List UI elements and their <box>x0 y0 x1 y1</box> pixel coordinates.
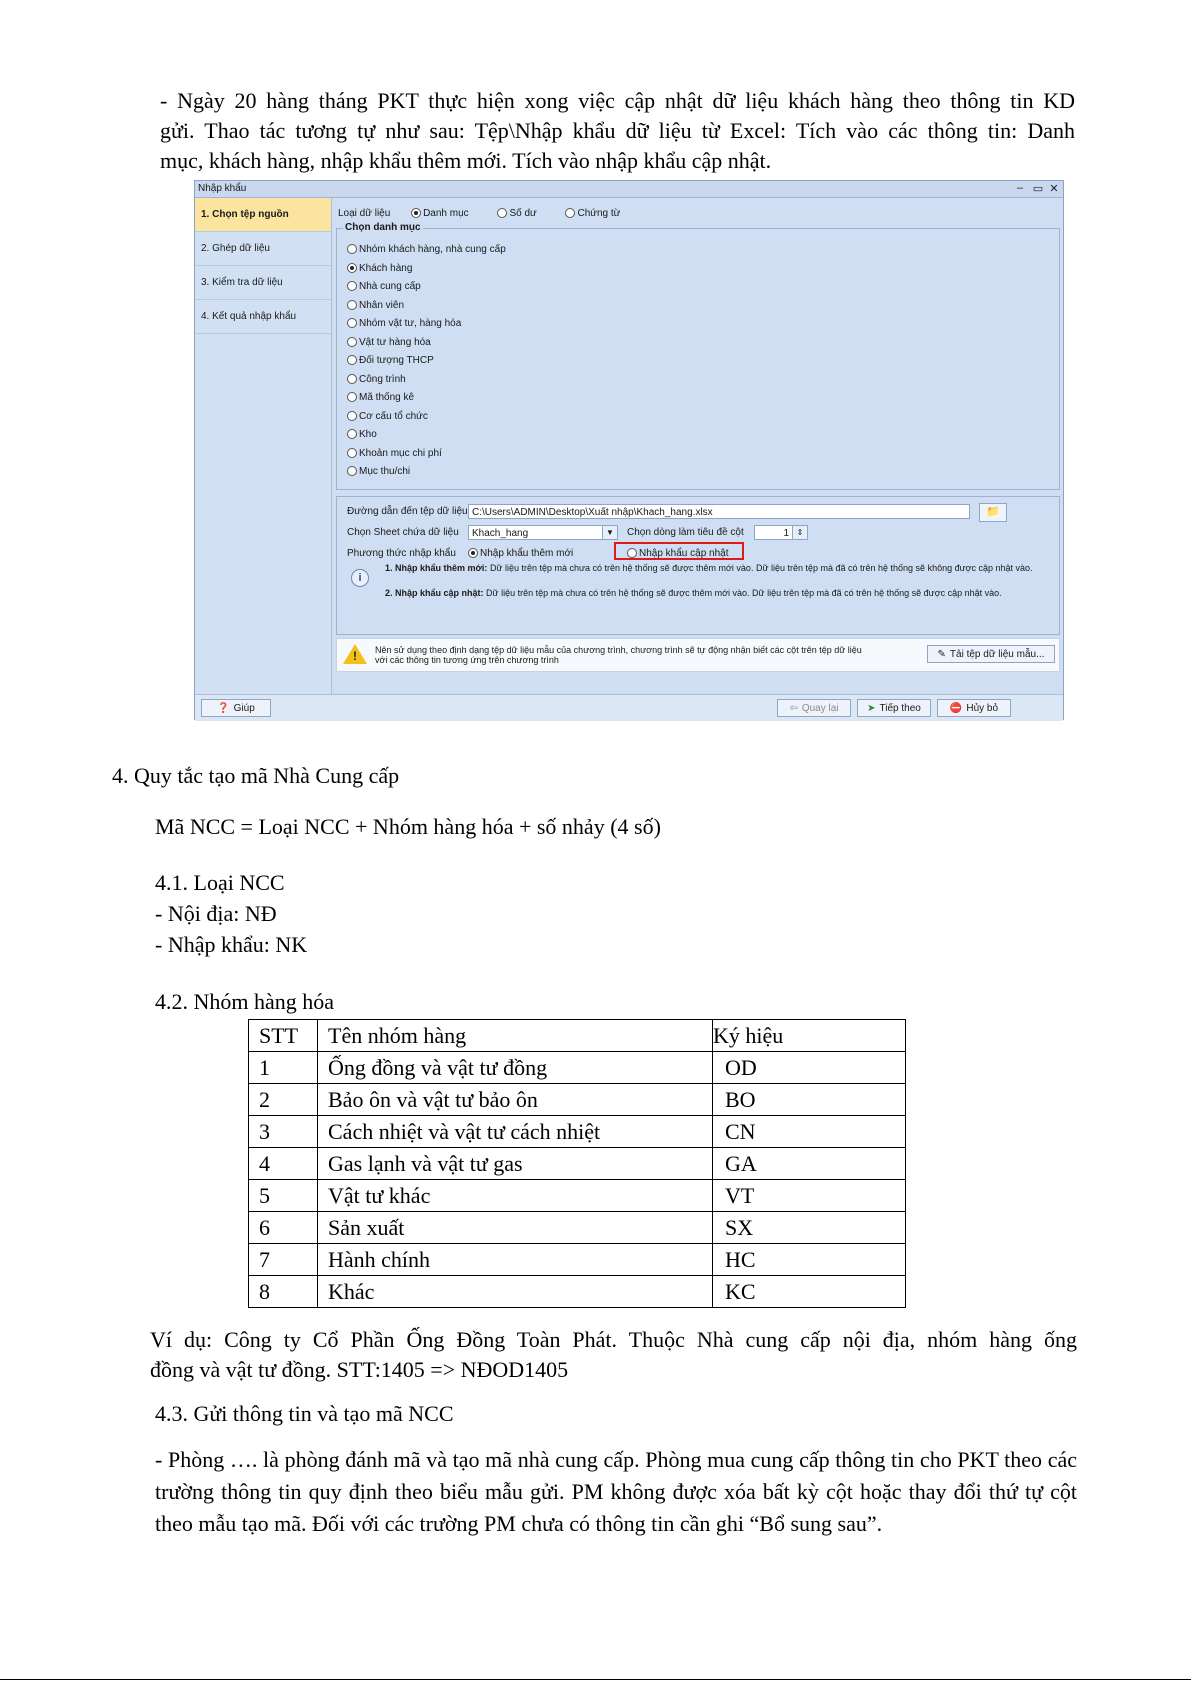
sheet-label: Chọn Sheet chứa dữ liệu <box>347 527 459 538</box>
table-cell-stt: 8 <box>249 1276 318 1308</box>
warning-bar: ! Nên sử dụng theo định dạng tệp dữ liệu mẫu của chương trình, chương trình sẽ tự động nhận biết các cột trên tệp dữ liệu với các thông tin tương ứng trên chương trình ✎ Tải tệp dữ liệu mẫu... <box>336 638 1060 672</box>
data-type-row <box>338 208 646 219</box>
warning-text: Nên sử dụng theo định dạng tệp dữ liệu mẫu của chương trình, chương trình sẽ tự động nhận biết các cột trên tệp dữ liệu với các thông tin tương ứng trên chương trình <box>375 645 862 665</box>
folder-icon[interactable]: 📁 <box>979 503 1007 522</box>
category-option[interactable]: Nhóm vật tư, hàng hóa <box>347 315 506 334</box>
table-cell-stt: 5 <box>249 1180 318 1212</box>
note-update: 2. Nhập khẩu cập nhật: Dữ liệu trên tệp mà chưa có trên hệ thống sẽ được thêm mới vào. Dữ liệu trên tệp mà đã có trên hệ thống sẽ được cập nhật vào. <box>385 588 1002 598</box>
category-option[interactable]: Vật tư hàng hóa <box>347 334 506 353</box>
subsection-title: 4.3. Gửi thông tin và tạo mã NCC <box>155 1401 454 1426</box>
code-formula: Mã NCC = Loại NCC + Nhóm hàng hóa + số nhảy (4 số) <box>155 814 661 839</box>
procedure-paragraph: - Phòng …. là phòng đánh mã và tạo mã nhà cung cấp. Phòng mua cung cấp thông tin cho PKT theo các trường thông tin quy định theo biểu mẫu gửi. PM không được xóa bất kỳ cột hoặc thay đổi thứ tự cột theo mẫu tạo mã. Đối với các trường PM chưa có thông tin cần ghi “Bổ sung sau”. <box>155 1447 1077 1536</box>
arrow-right-icon: ➤ <box>867 703 876 714</box>
wizard-steps <box>195 198 332 694</box>
table-cell-name: Hành chính <box>318 1244 713 1276</box>
category-option[interactable]: Đối tượng THCP <box>347 352 506 371</box>
step-choose-source[interactable]: 1. Chọn tệp nguồn <box>195 198 331 232</box>
category-option[interactable]: Nhà cung cấp <box>347 278 506 297</box>
table-row <box>249 1052 906 1084</box>
table-header: Ký hiệu <box>713 1020 906 1052</box>
radio-icon[interactable] <box>565 208 575 218</box>
dialog-titlebar <box>195 181 1063 198</box>
import-dialog-screenshot <box>194 180 1064 720</box>
download-template-button[interactable]: ✎ Tải tệp dữ liệu mẫu... <box>927 645 1055 663</box>
step-map-data[interactable]: 2. Ghép dữ liệu <box>195 232 331 266</box>
back-button[interactable]: ⇦ Quay lại <box>777 699 851 717</box>
table-cell-code: VT <box>713 1180 906 1212</box>
help-icon: ❓ <box>217 703 230 714</box>
highlight-box <box>614 542 744 560</box>
table-cell-code: SX <box>713 1212 906 1244</box>
supplier-type-section <box>155 868 307 961</box>
table-cell-stt: 6 <box>249 1212 318 1244</box>
subsection-title: 4.1. Loại NCC <box>155 870 285 895</box>
chevron-down-icon[interactable]: ▼ <box>602 526 617 539</box>
table-cell-stt: 1 <box>249 1052 318 1084</box>
page-bottom-rule <box>0 1679 1191 1680</box>
subsection-title: 4.2. Nhóm hàng hóa <box>155 989 335 1014</box>
table-cell-stt: 4 <box>249 1148 318 1180</box>
stepper-arrows-icon[interactable]: ⇕ <box>792 526 807 539</box>
cancel-button[interactable]: ⛔ Hủy bỏ <box>937 699 1011 717</box>
table-header-row <box>249 1020 906 1052</box>
example-line-1: Ví dụ: Công ty Cổ Phần Ống Đồng Toàn Phát. Thuộc Nhà cung cấp nội địa, nhóm hàng ống <box>150 1327 1077 1352</box>
table-cell-code: BO <box>713 1084 906 1116</box>
file-path-input[interactable]: C:\Users\ADMIN\Desktop\Xuất nhập\Khach_hang.xlsx <box>468 504 970 519</box>
table-row <box>249 1084 906 1116</box>
data-type-balance[interactable]: Số dư <box>497 208 536 219</box>
table-cell-name: Vật tư khác <box>318 1180 713 1212</box>
data-type-voucher[interactable]: Chứng từ <box>565 208 620 219</box>
table-row <box>249 1148 906 1180</box>
method-update-option[interactable]: Nhập khẩu cập nhật <box>627 548 729 559</box>
intro-line-1: - Ngày 20 hàng tháng PKT thực hiện xong việc cập nhật dữ liệu khách hàng theo thông tin KD <box>160 88 1075 113</box>
minimize-icon[interactable]: – <box>1016 182 1024 194</box>
table-header: Tên nhóm hàng <box>318 1020 713 1052</box>
category-group-title: Chọn danh mục <box>345 222 421 233</box>
radio-checked-icon[interactable] <box>411 208 421 218</box>
data-type-category[interactable]: Danh mục <box>411 208 469 219</box>
table-cell-name: Gas lạnh và vật tư gas <box>318 1148 713 1180</box>
category-option[interactable]: Nhóm khách hàng, nhà cung cấp <box>347 241 506 260</box>
example-line-2: đồng và vật tư đồng. STT:1405 => NĐOD1405 <box>150 1357 569 1382</box>
dialog-content <box>332 198 1063 694</box>
intro-line-3: mục, khách hàng, nhập khẩu thêm mới. Tích vào nhập khẩu cập nhật. <box>160 148 772 173</box>
intro-line-2: gửi. Thao tác tương tự như sau: Tệp\Nhập khẩu dữ liệu từ Excel: Tích vào các thông tin: Danh <box>160 118 1075 143</box>
arrow-left-icon: ⇦ <box>789 703 798 714</box>
table-cell-stt: 3 <box>249 1116 318 1148</box>
table-row <box>249 1212 906 1244</box>
note-add: 1. Nhập khẩu thêm mới: Dữ liệu trên tệp mà chưa có trên hệ thống sẽ được thêm mới vào. Dữ liệu trên tệp mà đã có trên hệ thống sẽ không được cập nhật vào. <box>385 563 1033 573</box>
table-row <box>249 1116 906 1148</box>
header-row-stepper[interactable]: 1 ⇕ <box>754 525 808 540</box>
category-option-selected[interactable]: Khách hàng <box>347 260 506 279</box>
table-cell-code: CN <box>713 1116 906 1148</box>
category-option[interactable]: Cơ cấu tổ chức <box>347 408 506 427</box>
step-check-data[interactable]: 3. Kiểm tra dữ liệu <box>195 266 331 300</box>
table-cell-name: Bảo ôn và vật tư bảo ôn <box>318 1084 713 1116</box>
category-option[interactable]: Kho <box>347 426 506 445</box>
example-paragraph <box>150 1325 1077 1385</box>
table-cell-name: Sản xuất <box>318 1212 713 1244</box>
cancel-icon: ⛔ <box>949 703 963 714</box>
list-item: - Nội địa: NĐ <box>155 901 277 926</box>
sheet-select[interactable]: Khach_hang ▼ <box>468 525 618 540</box>
table-cell-name: Cách nhiệt và vật tư cách nhiệt <box>318 1116 713 1148</box>
table-cell-stt: 2 <box>249 1084 318 1116</box>
intro-paragraph <box>160 86 1075 176</box>
next-button[interactable]: ➤ Tiếp theo <box>857 699 931 717</box>
category-option[interactable]: Khoản mục chi phí <box>347 445 506 464</box>
help-button[interactable]: ❓ Giúp <box>201 699 271 717</box>
close-icon[interactable]: ✕ <box>1049 183 1059 195</box>
table-row <box>249 1276 906 1308</box>
table-cell-code: GA <box>713 1148 906 1180</box>
method-add-option[interactable]: Nhập khẩu thêm mới <box>468 548 573 559</box>
table-cell-code: KC <box>713 1276 906 1308</box>
download-icon: ✎ <box>937 649 946 660</box>
table-cell-stt: 7 <box>249 1244 318 1276</box>
section-heading: 4. Quy tắc tạo mã Nhà Cung cấp <box>112 763 400 788</box>
method-label: Phương thức nhập khẩu <box>347 548 456 559</box>
category-option[interactable]: Mục thu/chi <box>347 463 506 482</box>
goods-group-table <box>248 1019 906 1308</box>
category-list <box>347 241 506 482</box>
data-type-label: Loại dữ liệu <box>338 208 391 219</box>
table-cell-code: OD <box>713 1052 906 1084</box>
table-row <box>249 1244 906 1276</box>
file-path-label: Đường dẫn đến tệp dữ liệu <box>347 506 468 517</box>
category-option[interactable]: Công trình <box>347 371 506 390</box>
radio-icon[interactable] <box>497 208 507 218</box>
category-option[interactable]: Nhân viên <box>347 297 506 316</box>
table-header: STT <box>249 1020 318 1052</box>
list-item: - Nhập khẩu: NK <box>155 932 308 957</box>
step-import-result[interactable]: 4. Kết quả nhập khẩu <box>195 300 331 334</box>
category-option[interactable]: Mã thống kê <box>347 389 506 408</box>
maximize-icon[interactable]: ▭ <box>1032 183 1044 195</box>
header-row-label: Chọn dòng làm tiêu đề cột <box>627 527 744 538</box>
category-group <box>336 222 1060 490</box>
dialog-title: Nhập khẩu <box>198 183 247 194</box>
info-icon: i <box>351 569 369 587</box>
dialog-footer <box>195 694 1063 721</box>
file-settings-group <box>336 496 1060 635</box>
table-cell-name: Khác <box>318 1276 713 1308</box>
table-row <box>249 1180 906 1212</box>
table-cell-name: Ống đồng và vật tư đồng <box>318 1052 713 1084</box>
table-cell-code: HC <box>713 1244 906 1276</box>
